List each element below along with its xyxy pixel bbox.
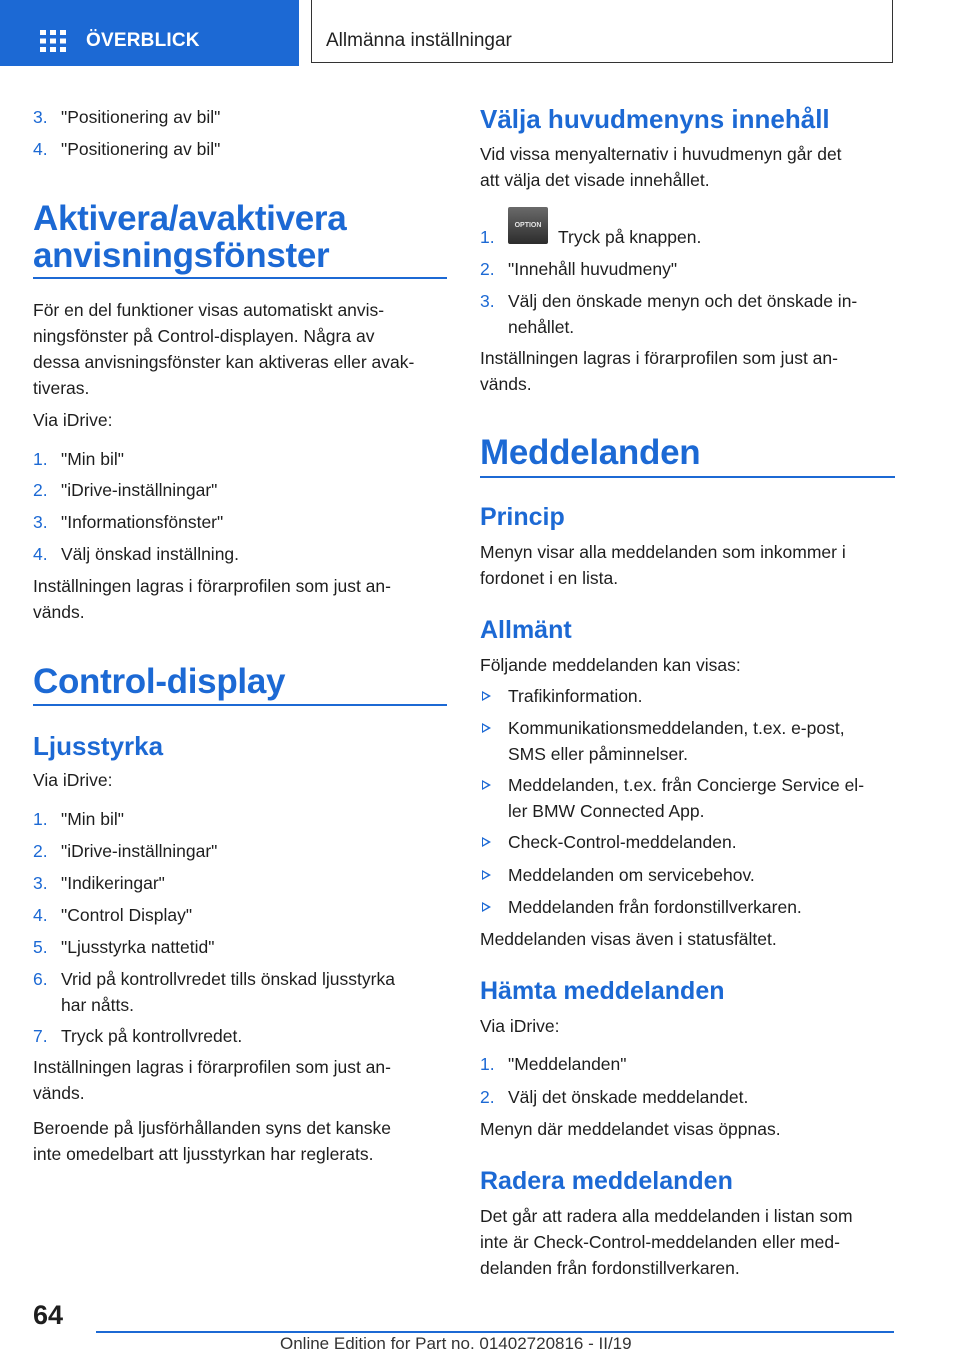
section-title: Allmänna inställningar xyxy=(326,30,512,51)
paragraph-line: Följande meddelanden kan visas: xyxy=(480,655,741,675)
step-text: nehållet. xyxy=(508,317,575,337)
step-text: "Positionering av bil" xyxy=(61,139,221,159)
edition-footer: Online Edition for Part no. 01402720816 - II/19 xyxy=(280,1334,632,1353)
step-text: Tryck på knappen. xyxy=(558,227,702,247)
step-text: Välj det önskade meddelandet. xyxy=(508,1087,749,1107)
paragraph-line: vänds. xyxy=(480,374,532,394)
bullet-triangle-icon xyxy=(482,902,491,912)
bullet-text: Meddelanden från fordonstillverkaren. xyxy=(508,897,802,917)
step-text: "Indikeringar" xyxy=(61,873,165,893)
via-idrive-label: Via iDrive: xyxy=(33,770,113,790)
step-number: 4. xyxy=(33,139,48,159)
paragraph-line: Inställningen lagras i förarprofilen som just an- xyxy=(480,348,838,368)
subsection-heading: Radera meddelanden xyxy=(480,1167,733,1195)
paragraph-line: Meddelanden visas även i statusfältet. xyxy=(480,929,777,949)
paragraph-line: Det går att radera alla meddelanden i listan som xyxy=(480,1206,853,1226)
bullet-text: Check-Control-meddelanden. xyxy=(508,832,737,852)
bullet-text: Trafikinformation. xyxy=(508,686,643,706)
section-heading: Control-display xyxy=(33,662,286,701)
footer-rule xyxy=(96,1331,894,1333)
step-number: 1. xyxy=(33,449,48,469)
bullet-text: Meddelanden om servicebehov. xyxy=(508,865,755,885)
heading-rule xyxy=(33,277,447,279)
grid-icon xyxy=(40,30,66,52)
paragraph-line: inte är Check-Control-meddelanden eller med- xyxy=(480,1232,840,1252)
step-number: 1. xyxy=(480,1054,495,1074)
overview-label: ÖVERBLICK xyxy=(86,30,200,51)
paragraph-line: inte omedelbart att ljusstyrkan har reglerats. xyxy=(33,1144,374,1164)
paragraph-line: att välja det visade innehållet. xyxy=(480,170,710,190)
step-number: 4. xyxy=(33,905,48,925)
step-text: "Innehåll huvudmeny" xyxy=(508,259,678,279)
page-header xyxy=(0,0,960,66)
step-text: "Positionering av bil" xyxy=(61,107,221,127)
paragraph-line: tiveras. xyxy=(33,378,90,398)
step-text: Tryck på kontrollvredet. xyxy=(61,1026,243,1046)
via-idrive-label: Via iDrive: xyxy=(33,410,113,430)
subsection-heading: Hämta meddelanden xyxy=(480,977,725,1005)
paragraph-line: Beroende på ljusförhållanden syns det kanske xyxy=(33,1118,392,1138)
paragraph-line: dessa anvisningsfönster kan aktiveras eller avak- xyxy=(33,352,415,372)
bullet-triangle-icon xyxy=(482,780,491,790)
step-number: 1. xyxy=(480,227,495,247)
heading-rule xyxy=(480,476,895,478)
step-text: "Control Display" xyxy=(61,905,193,925)
paragraph-line: Vid vissa menyalternativ i huvudmenyn går det xyxy=(480,144,842,164)
step-number: 3. xyxy=(33,107,48,127)
overview-button[interactable] xyxy=(0,0,299,66)
step-text: "iDrive-inställningar" xyxy=(61,841,218,861)
subsection-heading: Välja huvudmenyns innehåll xyxy=(480,104,830,134)
subsection-heading: Princip xyxy=(480,503,565,531)
bullet-text: Meddelanden, t.ex. från Concierge Service el- xyxy=(508,775,865,795)
bullet-triangle-icon xyxy=(482,723,491,733)
subsection-heading: Ljusstyrka xyxy=(33,731,164,761)
bullet-text: SMS eller påminnelser. xyxy=(508,744,688,764)
step-number: 2. xyxy=(33,841,48,861)
step-text: "Min bil" xyxy=(61,449,124,469)
paragraph-line: vänds. xyxy=(33,602,85,622)
heading-rule xyxy=(33,704,447,706)
paragraph-line: ningsfönster på Control-displayen. Några av xyxy=(33,326,375,346)
section-heading-line2: anvisningsfönster xyxy=(33,236,330,275)
step-text: "Informationsfönster" xyxy=(61,512,224,532)
step-text: Vrid på kontrollvredet tills önskad ljusstyrka xyxy=(61,969,395,989)
bullet-triangle-icon xyxy=(482,870,491,880)
step-text: "Ljusstyrka nattetid" xyxy=(61,937,215,957)
via-idrive-label: Via iDrive: xyxy=(480,1016,560,1036)
step-number: 6. xyxy=(33,969,48,989)
step-number: 4. xyxy=(33,544,48,564)
step-text: "Min bil" xyxy=(61,809,124,829)
section-heading: Meddelanden xyxy=(480,433,701,472)
paragraph-line: Menyn visar alla meddelanden som inkommer i xyxy=(480,542,846,562)
section-heading: Aktivera/avaktivera xyxy=(33,199,347,238)
paragraph-line: För en del funktioner visas automatiskt anvis- xyxy=(33,300,385,320)
step-number: 2. xyxy=(480,259,495,279)
step-text: "iDrive-inställningar" xyxy=(61,480,218,500)
bullet-text: Kommunikationsmeddelanden, t.ex. e-post, xyxy=(508,718,845,738)
step-number: 3. xyxy=(33,873,48,893)
step-text: "Meddelanden" xyxy=(508,1054,627,1074)
step-text: Välj den önskade menyn och det önskade in- xyxy=(508,291,858,311)
option-button-icon: OPTION xyxy=(508,207,548,244)
section-tab[interactable] xyxy=(311,0,893,63)
step-number: 3. xyxy=(33,512,48,532)
paragraph-line: fordonet i en lista. xyxy=(480,568,619,588)
bullet-triangle-icon xyxy=(482,837,491,847)
step-number: 2. xyxy=(33,480,48,500)
paragraph-line: delanden från fordonstillverkaren. xyxy=(480,1258,740,1278)
step-text: Välj önskad inställning. xyxy=(61,544,240,564)
step-number: 1. xyxy=(33,809,48,829)
page-number: 64 xyxy=(33,1300,64,1330)
paragraph-line: Inställningen lagras i förarprofilen som just an- xyxy=(33,576,391,596)
step-number: 2. xyxy=(480,1087,495,1107)
paragraph-line: vänds. xyxy=(33,1083,85,1103)
paragraph-line: Menyn där meddelandet visas öppnas. xyxy=(480,1119,781,1139)
step-number: 7. xyxy=(33,1026,48,1046)
paragraph-line: Inställningen lagras i förarprofilen som just an- xyxy=(33,1057,391,1077)
step-text: har nåtts. xyxy=(61,995,134,1015)
step-number: 5. xyxy=(33,937,48,957)
bullet-triangle-icon xyxy=(482,691,491,701)
step-number: 3. xyxy=(480,291,495,311)
bullet-text: ler BMW Connected App. xyxy=(508,801,705,821)
subsection-heading: Allmänt xyxy=(480,616,572,644)
